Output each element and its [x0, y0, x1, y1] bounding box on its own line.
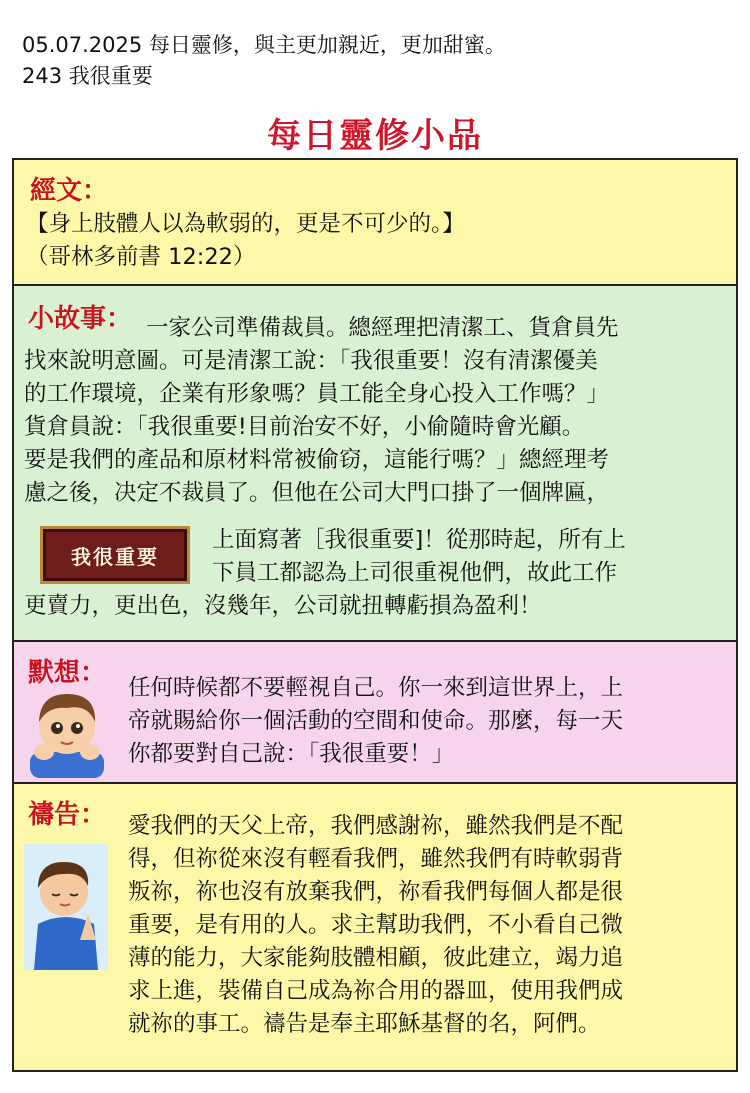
meditation-section — [12, 642, 738, 784]
prayer-line-4: 重要，是有用的人。求主幫助我們，不小看自己微 — [128, 912, 624, 938]
prayer-line-2: 得，但祢從來沒有輕看我們，雖然我們有時軟弱背 — [128, 846, 624, 872]
story-line-2: 找來說明意圖。可是清潔工說：「我很重要！沒有清潔優美 — [24, 348, 598, 374]
page-header — [22, 30, 506, 92]
prayer-line-1: 愛我們的天父上帝，我們感謝祢，雖然我們是不配 — [128, 813, 624, 839]
meditation-line-3: 你都要對自己說：「我很重要！」 — [128, 741, 455, 767]
scripture-label: 經文： — [30, 176, 109, 206]
story-line-9: 更賣力，更出色，沒幾年，公司就扭轉虧損為盈利！ — [24, 593, 542, 619]
prayer-label: 禱告： — [28, 800, 107, 830]
header-date-line: 05.07.2025 每日靈修，與主更加親近，更加甜蜜。 — [22, 33, 506, 57]
plaque-sign-icon — [40, 526, 190, 584]
story-line-1: 一家公司準備裁員。總經理把清潔工、貨倉員先 — [146, 315, 619, 341]
story-line-7: 上面寫著［我很重要]！從那時起，所有上 — [212, 527, 626, 553]
meditation-label: 默想： — [28, 658, 107, 688]
meditation-line-1: 任何時候都不要輕視自己。你一來到這世界上，上 — [128, 675, 624, 701]
header-topic-line: 243 我很重要 — [22, 64, 153, 88]
story-line-5: 要是我們的產品和原材料常被偷窃，這能行嗎？」總經理考 — [24, 447, 610, 473]
scripture-section — [12, 158, 738, 286]
praying-boy-icon — [24, 844, 108, 970]
scripture-verse: 【身上肢體人以為軟弱的，更是不可少的。】 — [26, 211, 465, 237]
prayer-line-3: 叛祢，祢也沒有放棄我們，祢看我們每個人都是很 — [128, 879, 624, 905]
prayer-section — [12, 784, 738, 1072]
story-line-6: 慮之後，决定不裁員了。但他在公司大門口掛了一個牌匾， — [24, 480, 610, 506]
scripture-reference: （哥林多前書 12:22） — [26, 244, 256, 270]
prayer-line-6: 求上進，裝備自己成為祢合用的器皿，使用我們成 — [128, 978, 624, 1004]
thinking-boy-icon — [24, 682, 110, 778]
plaque-text: 我很重要 — [71, 544, 159, 569]
meditation-line-2: 帝就賜給你一個活動的空間和使命。那麼，每一天 — [128, 708, 624, 734]
story-label: 小故事： — [28, 304, 133, 334]
story-line-4: 貨倉員說：「我很重要!目前治安不好，小偷隨時會光顧。 — [24, 414, 585, 440]
story-line-8: 下員工都認為上司很重視他們，故此工作 — [212, 560, 618, 586]
story-line-3: 的工作環境，企業有形象嗎？員工能全身心投入工作嗎？」 — [24, 381, 610, 407]
prayer-line-5: 薄的能力，大家能夠肢體相顧，彼此建立，竭力追 — [128, 945, 624, 971]
page-title: 每日靈修小品 — [267, 116, 483, 156]
prayer-line-7: 就祢的事工。禱告是奉主耶穌基督的名，阿們。 — [128, 1011, 601, 1037]
story-section — [12, 286, 738, 642]
